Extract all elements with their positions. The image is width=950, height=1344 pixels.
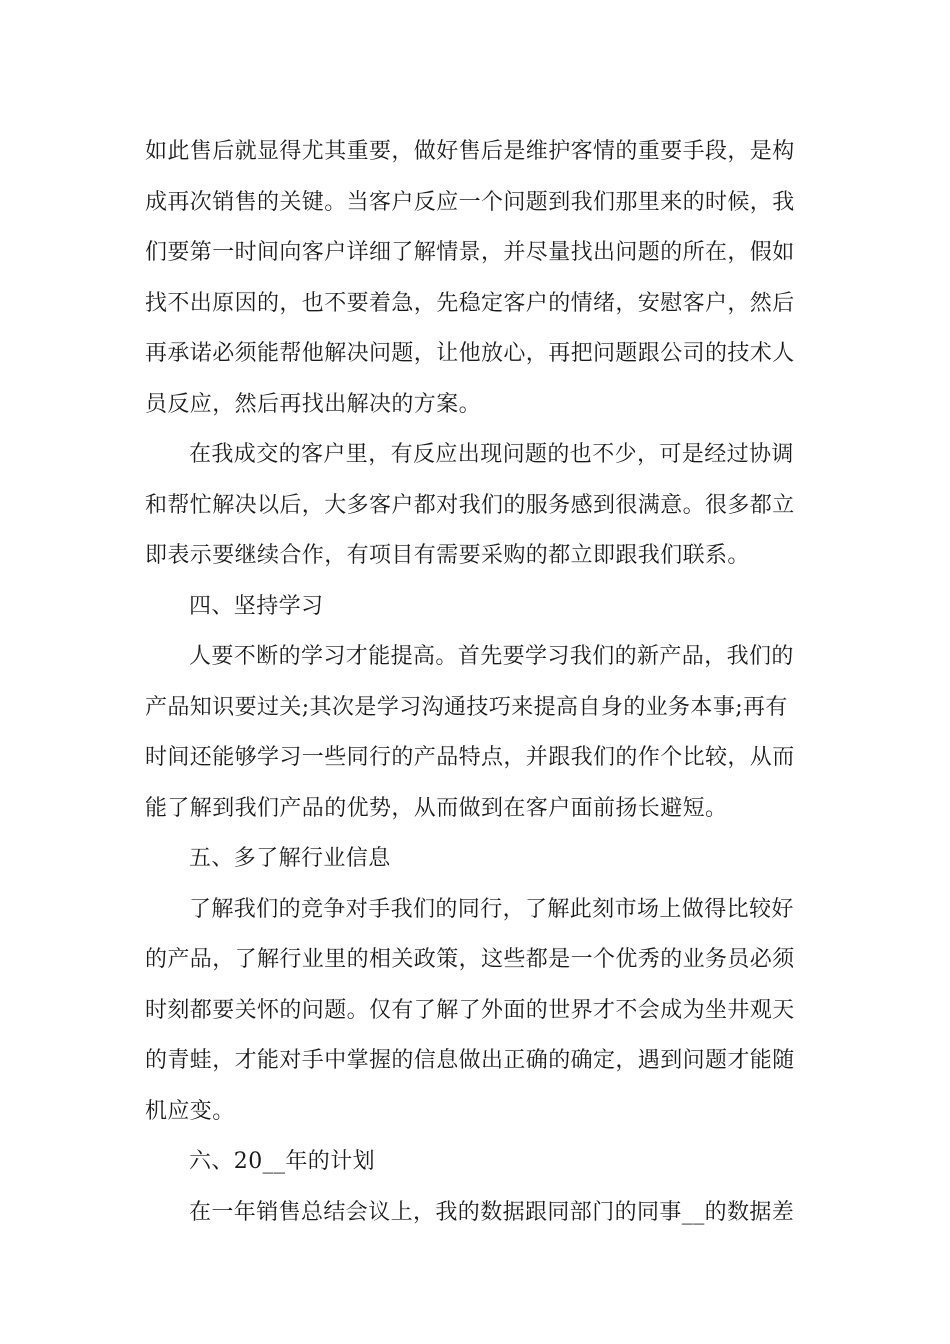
text-line: 在我成交的客户里，有反应出现问题的也不少，可是经过协调 [189,442,794,467]
section-heading-4 [145,582,810,633]
paragraph-learning [145,632,810,834]
text-line: 了解我们的竞争对手我们的同行，了解此刻市场上做得比较好 [189,896,794,922]
text-line: 的产品，了解行业里的相关政策，这些都是一个优秀的业务员必须 [145,947,795,972]
text-line: 如此售后就显得尤其重要，做好售后是维护客情的重要手段，是构 [145,139,795,164]
section-heading-6 [145,1137,810,1188]
document-body [145,127,810,1238]
text-line: 和帮忙解决以后，大多客户都对我们的服务感到很满意。很多都立 [145,492,795,518]
paragraph-customer-satisfaction [145,430,810,582]
heading-text: 四、坚持学习 [189,593,324,619]
paragraph-industry-info [145,885,810,1138]
text-line: 们要第一时间向客户详细了解情景，并尽量找出问题的所在，假如 [145,240,795,265]
text-line: 找不出原因的，也不要着急，先稳定客户的情绪，安慰客户，然后 [145,290,795,316]
paragraph-after-sales [145,127,810,430]
text-line: 员反应，然后再找出解决的方案。 [145,391,482,417]
text-line: 产品知识要过关;其次是学习沟通技巧来提高自身的业务本事;再有 [145,694,788,720]
text-line: 时间还能够学习一些同行的产品特点，并跟我们的作个比较，从而 [145,745,795,770]
text-line: 的青蛙，才能对手中掌握的信息做出正确的确定，遇到问题才能随 [145,1048,795,1073]
text-line: 在一年销售总结会议上，我的数据跟同部门的同事__的数据差 [189,1199,795,1225]
paragraph-plan [145,1188,810,1239]
text-line: 能了解到我们产品的优势，从而做到在客户面前扬长避短。 [145,795,728,821]
text-line: 再承诺必须能帮他解决问题，让他放心，再把问题跟公司的技术人 [145,341,795,366]
text-line: 机应变。 [145,1098,235,1124]
text-line: 时刻都要关怀的问题。仅有了解了外面的世界才不会成为坐井观天 [145,997,795,1023]
heading-text: 五、多了解行业信息 [189,846,391,871]
section-heading-5 [145,834,810,885]
heading-text: 六、20__年的计划 [189,1149,375,1174]
text-line: 成再次销售的关键。当客户反应一个问题到我们那里来的时候，我 [145,189,795,215]
text-line: 即表示要继续合作，有项目有需要采购的都立即跟我们联系。 [145,543,750,568]
text-line: 人要不断的学习才能提高。首先要学习我们的新产品，我们的 [189,644,794,669]
